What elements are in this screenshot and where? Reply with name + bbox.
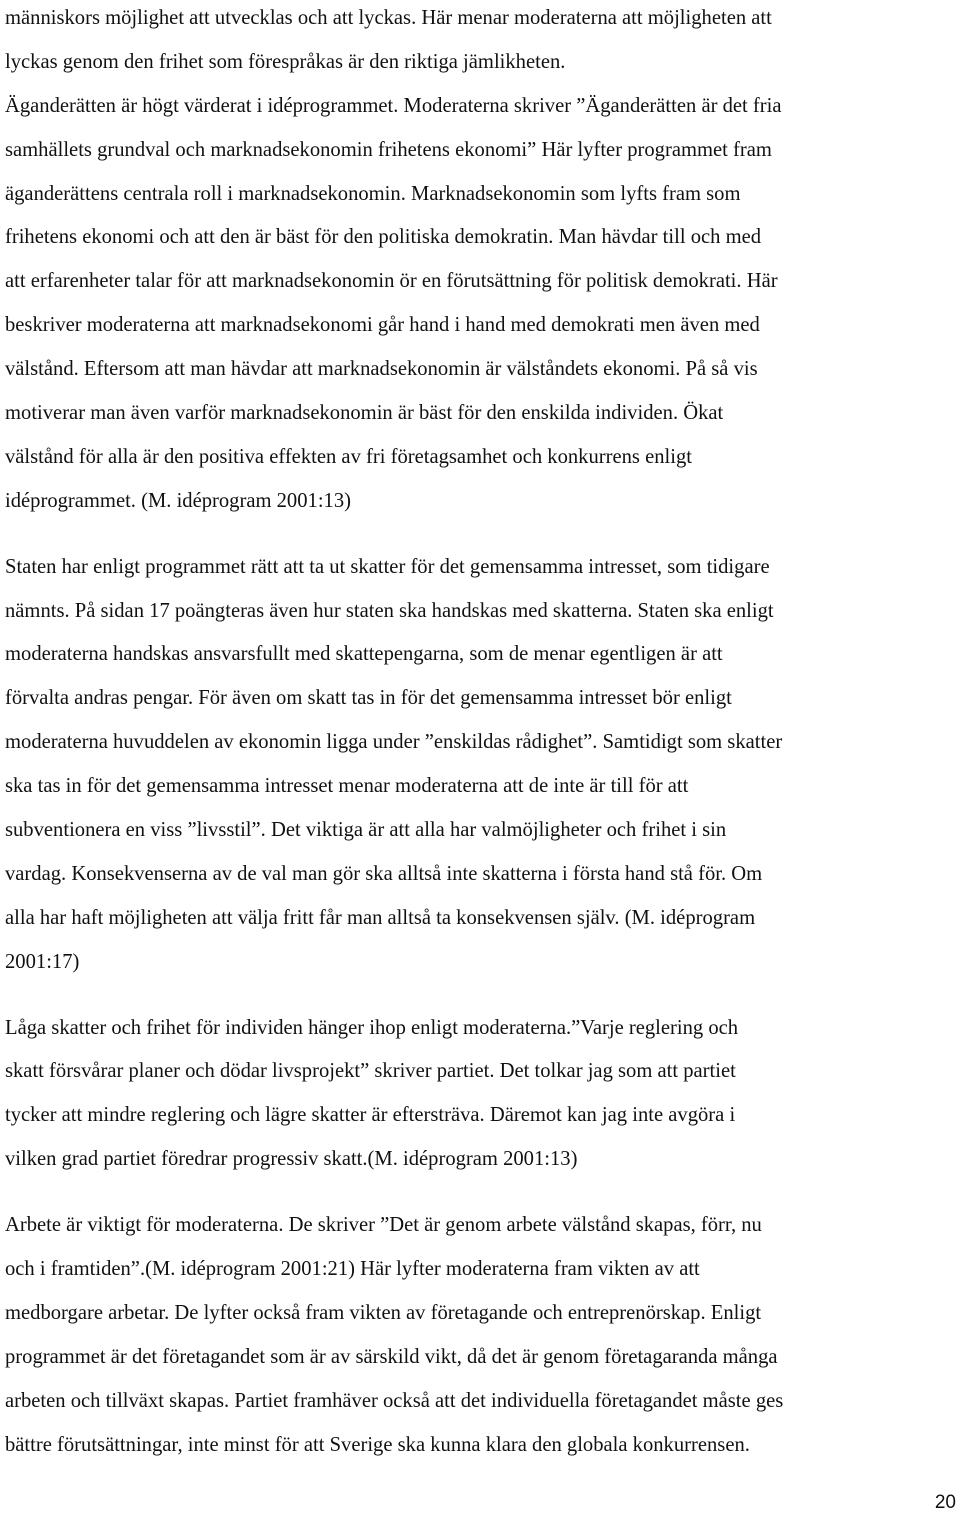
text-line: vardag. Konsekvenserna av de val man gör ska alltså inte skatterna i första hand stå för. Om — [5, 862, 763, 885]
text-line: moderaterna handskas ansvarsfullt med skattepengarna, som de menar egentligen är att — [5, 643, 723, 666]
paragraph-gap — [5, 524, 960, 546]
paragraph-2 — [5, 85, 960, 524]
text-line: förvalta andras pengar. För även om skatt tas in för det gemensamma intresset bör enligt — [5, 687, 732, 710]
text-line: moderaterna huvuddelen av ekonomin ligga under ”enskildas rådighet”. Samtidigt som skatter — [5, 731, 783, 754]
text-line: välstånd. Eftersom att man hävdar att marknadsekonomin är välståndets ekonomi. På så vis — [5, 358, 758, 381]
text-line: att erfarenheter talar för att marknadsekonomin ör en förutsättning för politisk demokrati. Här — [5, 270, 778, 293]
text-line: människors möjlighet att utvecklas och att lyckas. Här menar moderaterna att möjligheten att — [5, 7, 772, 29]
paragraph-3 — [5, 546, 960, 985]
text-line: Staten har enligt programmet rätt att ta ut skatter för det gemensamma intresset, som tidigare — [5, 555, 770, 578]
text-line: välstånd för alla är den positiva effekten av fri företagsamhet och konkurrens enligt — [5, 445, 692, 468]
text-line: alla har haft möjligheten att välja fritt får man alltså ta konsekvensen själv. (M. idéprogram — [5, 906, 756, 929]
text-line: och i framtiden”.(M. idéprogram 2001:21) Här lyfter moderaterna fram vikten av att — [5, 1258, 700, 1281]
page-number: 20 — [934, 1492, 956, 1513]
text-line: Låga skatter och frihet för individen hänger ihop enligt moderaterna.”Varje reglering och — [5, 1016, 739, 1039]
text-line: frihetens ekonomi och att den är bäst för den politiska demokratin. Man hävdar till och med — [5, 226, 762, 249]
text-line: tycker att mindre reglering och lägre skatter är eftersträva. Däremot kan jag inte avgöra i — [5, 1104, 736, 1127]
paragraph-4 — [5, 1007, 960, 1183]
text-line: idéprogrammet. (M. idéprogram 2001:13) — [5, 489, 352, 512]
paragraph-1 — [5, 0, 960, 85]
text-line: bättre förutsättningar, inte minst för att Sverige ska kunna klara den globala konkurrensen. — [5, 1433, 750, 1456]
text-line: subventionera en viss ”livsstil”. Det viktiga är att alla har valmöjligheter och frihet i sin — [5, 819, 727, 842]
text-line: beskriver moderaterna att marknadsekonomi går hand i hand med demokrati men även med — [5, 314, 760, 337]
text-line: samhällets grundval och marknadsekonomin frihetens ekonomi” Här lyfter programmet fram — [5, 138, 772, 161]
text-line: Äganderätten är högt värderat i idéprogrammet. Moderaterna skriver ”Äganderätten är det fria — [5, 94, 782, 117]
text-line: vilken grad partiet föredrar progressiv skatt.(M. idéprogram 2001:13) — [5, 1148, 578, 1171]
paragraph-gap — [5, 985, 960, 1007]
text-line: Arbete är viktigt för moderaterna. De skriver ”Det är genom arbete välstånd skapas, förr, nu — [5, 1214, 762, 1237]
paragraph-5 — [5, 1204, 960, 1467]
paragraph-gap — [5, 1182, 960, 1204]
document-page — [5, 0, 960, 1468]
text-line: programmet är det företagandet som är av särskild vikt, då det är genom företagaranda många — [5, 1345, 778, 1368]
text-line: lyckas genom den frihet som förespråkas är den riktiga jämlikheten. — [5, 50, 566, 73]
text-line: äganderättens centrala roll i marknadsekonomin. Marknadsekonomin som lyfts fram som — [5, 182, 741, 205]
text-line: 2001:17) — [5, 950, 80, 973]
text-line: medborgare arbetar. De lyfter också fram vikten av företagande och entreprenörskap. Enligt — [5, 1301, 762, 1324]
text-line: ska tas in för det gemensamma intresset menar moderaterna att de inte är till för att — [5, 775, 689, 798]
text-line: nämnts. På sidan 17 poängteras även hur staten ska handskas med skatterna. Staten ska enligt — [5, 599, 774, 622]
text-line: skatt försvårar planer och dödar livsprojekt” skriver partiet. Det tolkar jag som att partiet — [5, 1060, 736, 1083]
text-line: motiverar man även varför marknadsekonomin är bäst för den enskilda individen. Ökat — [5, 402, 724, 425]
text-line: arbeten och tillväxt skapas. Partiet framhäver också att det individuella företagandet måste ges — [5, 1389, 784, 1412]
